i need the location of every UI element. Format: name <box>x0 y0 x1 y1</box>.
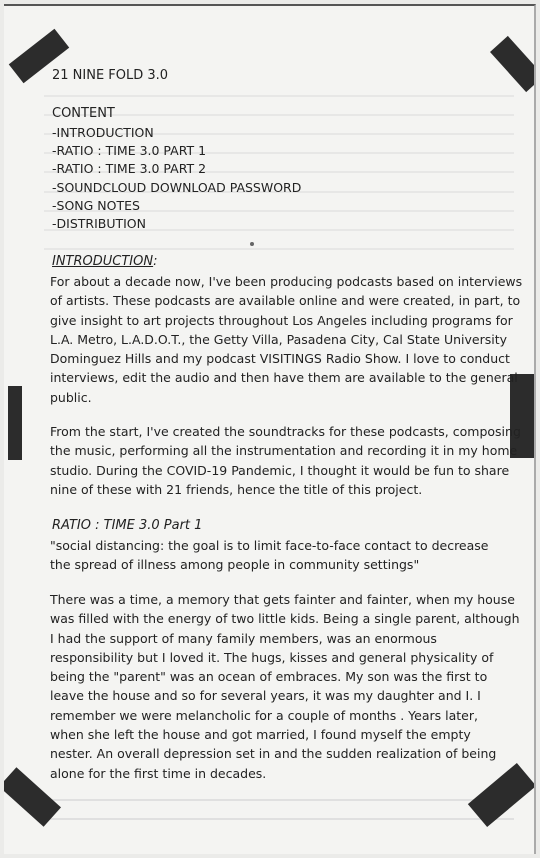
tape-strip-top-right <box>490 36 536 92</box>
text-line: give insight to art projects throughout Los Angeles including programs for <box>50 312 513 328</box>
text-line: the spread of illness among people in community settings" <box>50 557 420 573</box>
introduction-heading <box>52 254 158 269</box>
toc-item: -RATIO : TIME 3.0 PART 2 <box>52 161 207 177</box>
text-line: when she left the house and got married, I found myself the empty <box>50 727 471 743</box>
document-title: 21 NINE FOLD 3.0 <box>52 68 169 83</box>
text-line: interviews, edit the audio and then have them are available to the general <box>50 370 518 386</box>
introduction-paragraph-2 <box>50 422 520 499</box>
document-page <box>4 4 536 854</box>
text-line: public. <box>50 389 92 405</box>
text-line: was filled with the energy of two little kids. Being a single parent, although <box>50 611 520 627</box>
toc-item: -RATIO : TIME 3.0 PART 1 <box>52 143 207 159</box>
text-line: nine of these with 21 friends, hence the title of this project. <box>50 481 423 497</box>
introduction-paragraph-1 <box>50 272 523 407</box>
text-line: Dominguez Hills and my podcast VISITINGS Radio Show. I love to conduct <box>50 351 510 367</box>
toc-item: -INTRODUCTION <box>52 125 154 140</box>
text-line: For about a decade now, I've been producing podcasts based on interviews <box>50 274 523 289</box>
text-line: responsibility but I loved it. The hugs, kisses and general physicality of <box>50 649 494 665</box>
text-line: "social distancing: the goal is to limit face-to-face contact to decrease <box>50 538 489 553</box>
part1-quote <box>50 536 520 575</box>
content-heading: CONTENT <box>52 106 115 121</box>
introduction-heading-text: INTRODUCTION <box>52 254 154 269</box>
text-line: alone for the first time in decades. <box>50 765 267 781</box>
bleed-through-texture <box>44 792 514 822</box>
part1-paragraph <box>50 590 520 783</box>
introduction-heading-colon: : <box>153 254 158 269</box>
toc-item: -SONG NOTES <box>52 197 140 213</box>
toc-item: -SOUNDCLOUD DOWNLOAD PASSWORD <box>52 179 302 195</box>
tape-strip-left <box>8 386 22 460</box>
text-line: being the "parent" was an ocean of embraces. My son was the first to <box>50 669 488 685</box>
toc-item: -DISTRIBUTION <box>52 215 147 231</box>
ink-dot <box>250 242 254 246</box>
table-of-contents <box>52 124 301 233</box>
part1-heading: RATIO : TIME 3.0 Part 1 <box>52 518 203 533</box>
text-line: nester. An overall depression set in and the sudden realization of being <box>50 746 497 762</box>
text-line: I had the support of many family members, was an enormous <box>50 630 437 646</box>
text-line: leave the house and so for several years, it was my daughter and I. I <box>50 688 481 704</box>
text-line: remember we were melancholic for a couple of months . Years later, <box>50 707 478 723</box>
text-line: of artists. These podcasts are available online and were created, in part, to <box>50 293 521 309</box>
text-line: L.A. Metro, L.A.D.O.T., the Getty Villa, Pasadena City, Cal State University <box>50 331 507 347</box>
text-line: From the start, I've created the soundtracks for these podcasts, composing <box>50 424 521 439</box>
text-line: There was a time, a memory that gets fainter and fainter, when my house <box>50 592 515 607</box>
text-line: the music, performing all the instrumentation and recording it in my home <box>50 443 518 459</box>
text-line: studio. During the COVID-19 Pandemic, I thought it would be fun to share <box>50 462 510 478</box>
